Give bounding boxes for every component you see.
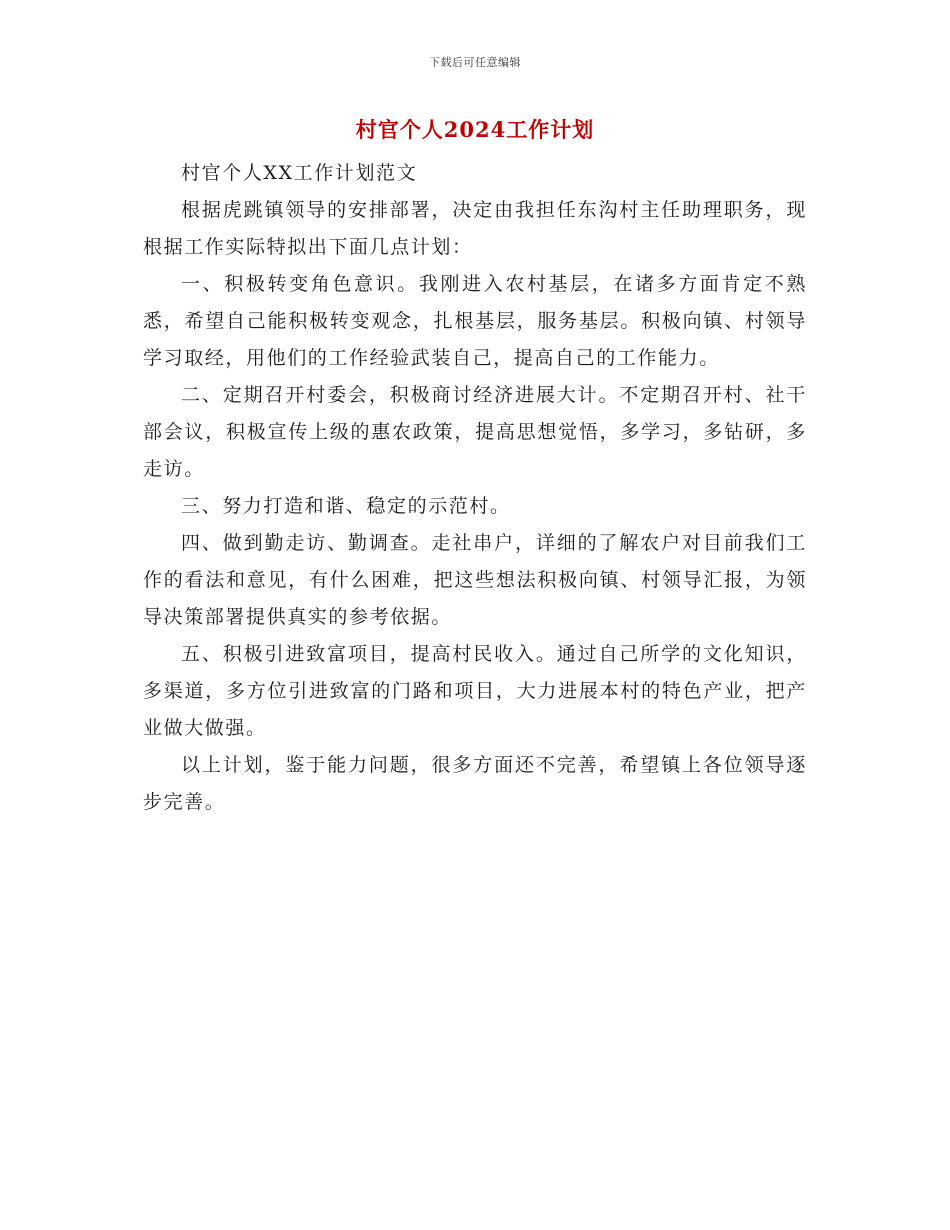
paragraph-item-4: 四、做到勤走访、勤调查。走社串户，详细的了解农户对目前我们工作的看法和意见，有什么困难，把这些想法积极向镇、村领导汇报，为领导决策部署提供真实的参考依据。 (143, 532, 807, 628)
paragraph-item-2: 二、定期召开村委会，积极商讨经济进展大计。不定期召开村、社干部会议，积极宣传上级的惠农政策，提高思想觉悟，多学习，多钻研，多走访。 (143, 384, 807, 480)
header-note: 下载后可任意编辑 (429, 56, 521, 69)
document-body (143, 155, 807, 821)
paragraph-item-3: 三、努力打造和谐、稳定的示范村。 (181, 495, 511, 517)
paragraph-subtitle: 村官个人XX工作计划范文 (181, 162, 418, 184)
paragraph-item-5: 五、积极引进致富项目，提高村民收入。通过自己所学的文化知识，多渠道，多方位引进致富的门路和项目，大力进展本村的特色产业，把产业做大做强。 (143, 643, 807, 739)
paragraph-intro: 根据虎跳镇领导的安排部署，决定由我担任东沟村主任助理职务，现根据工作实际特拟出下面几点计划： (143, 199, 807, 258)
document-title: 村官个人2024工作计划 (355, 117, 595, 142)
paragraph-conclusion: 以上计划，鉴于能力问题，很多方面还不完善，希望镇上各位领导逐步完善。 (143, 754, 807, 813)
paragraph-item-1: 一、积极转变角色意识。我刚进入农村基层，在诸多方面肯定不熟悉，希望自己能积极转变观念，扎根基层，服务基层。积极向镇、村领导学习取经，用他们的工作经验武装自己，提高自己的工作能力。 (143, 273, 807, 369)
